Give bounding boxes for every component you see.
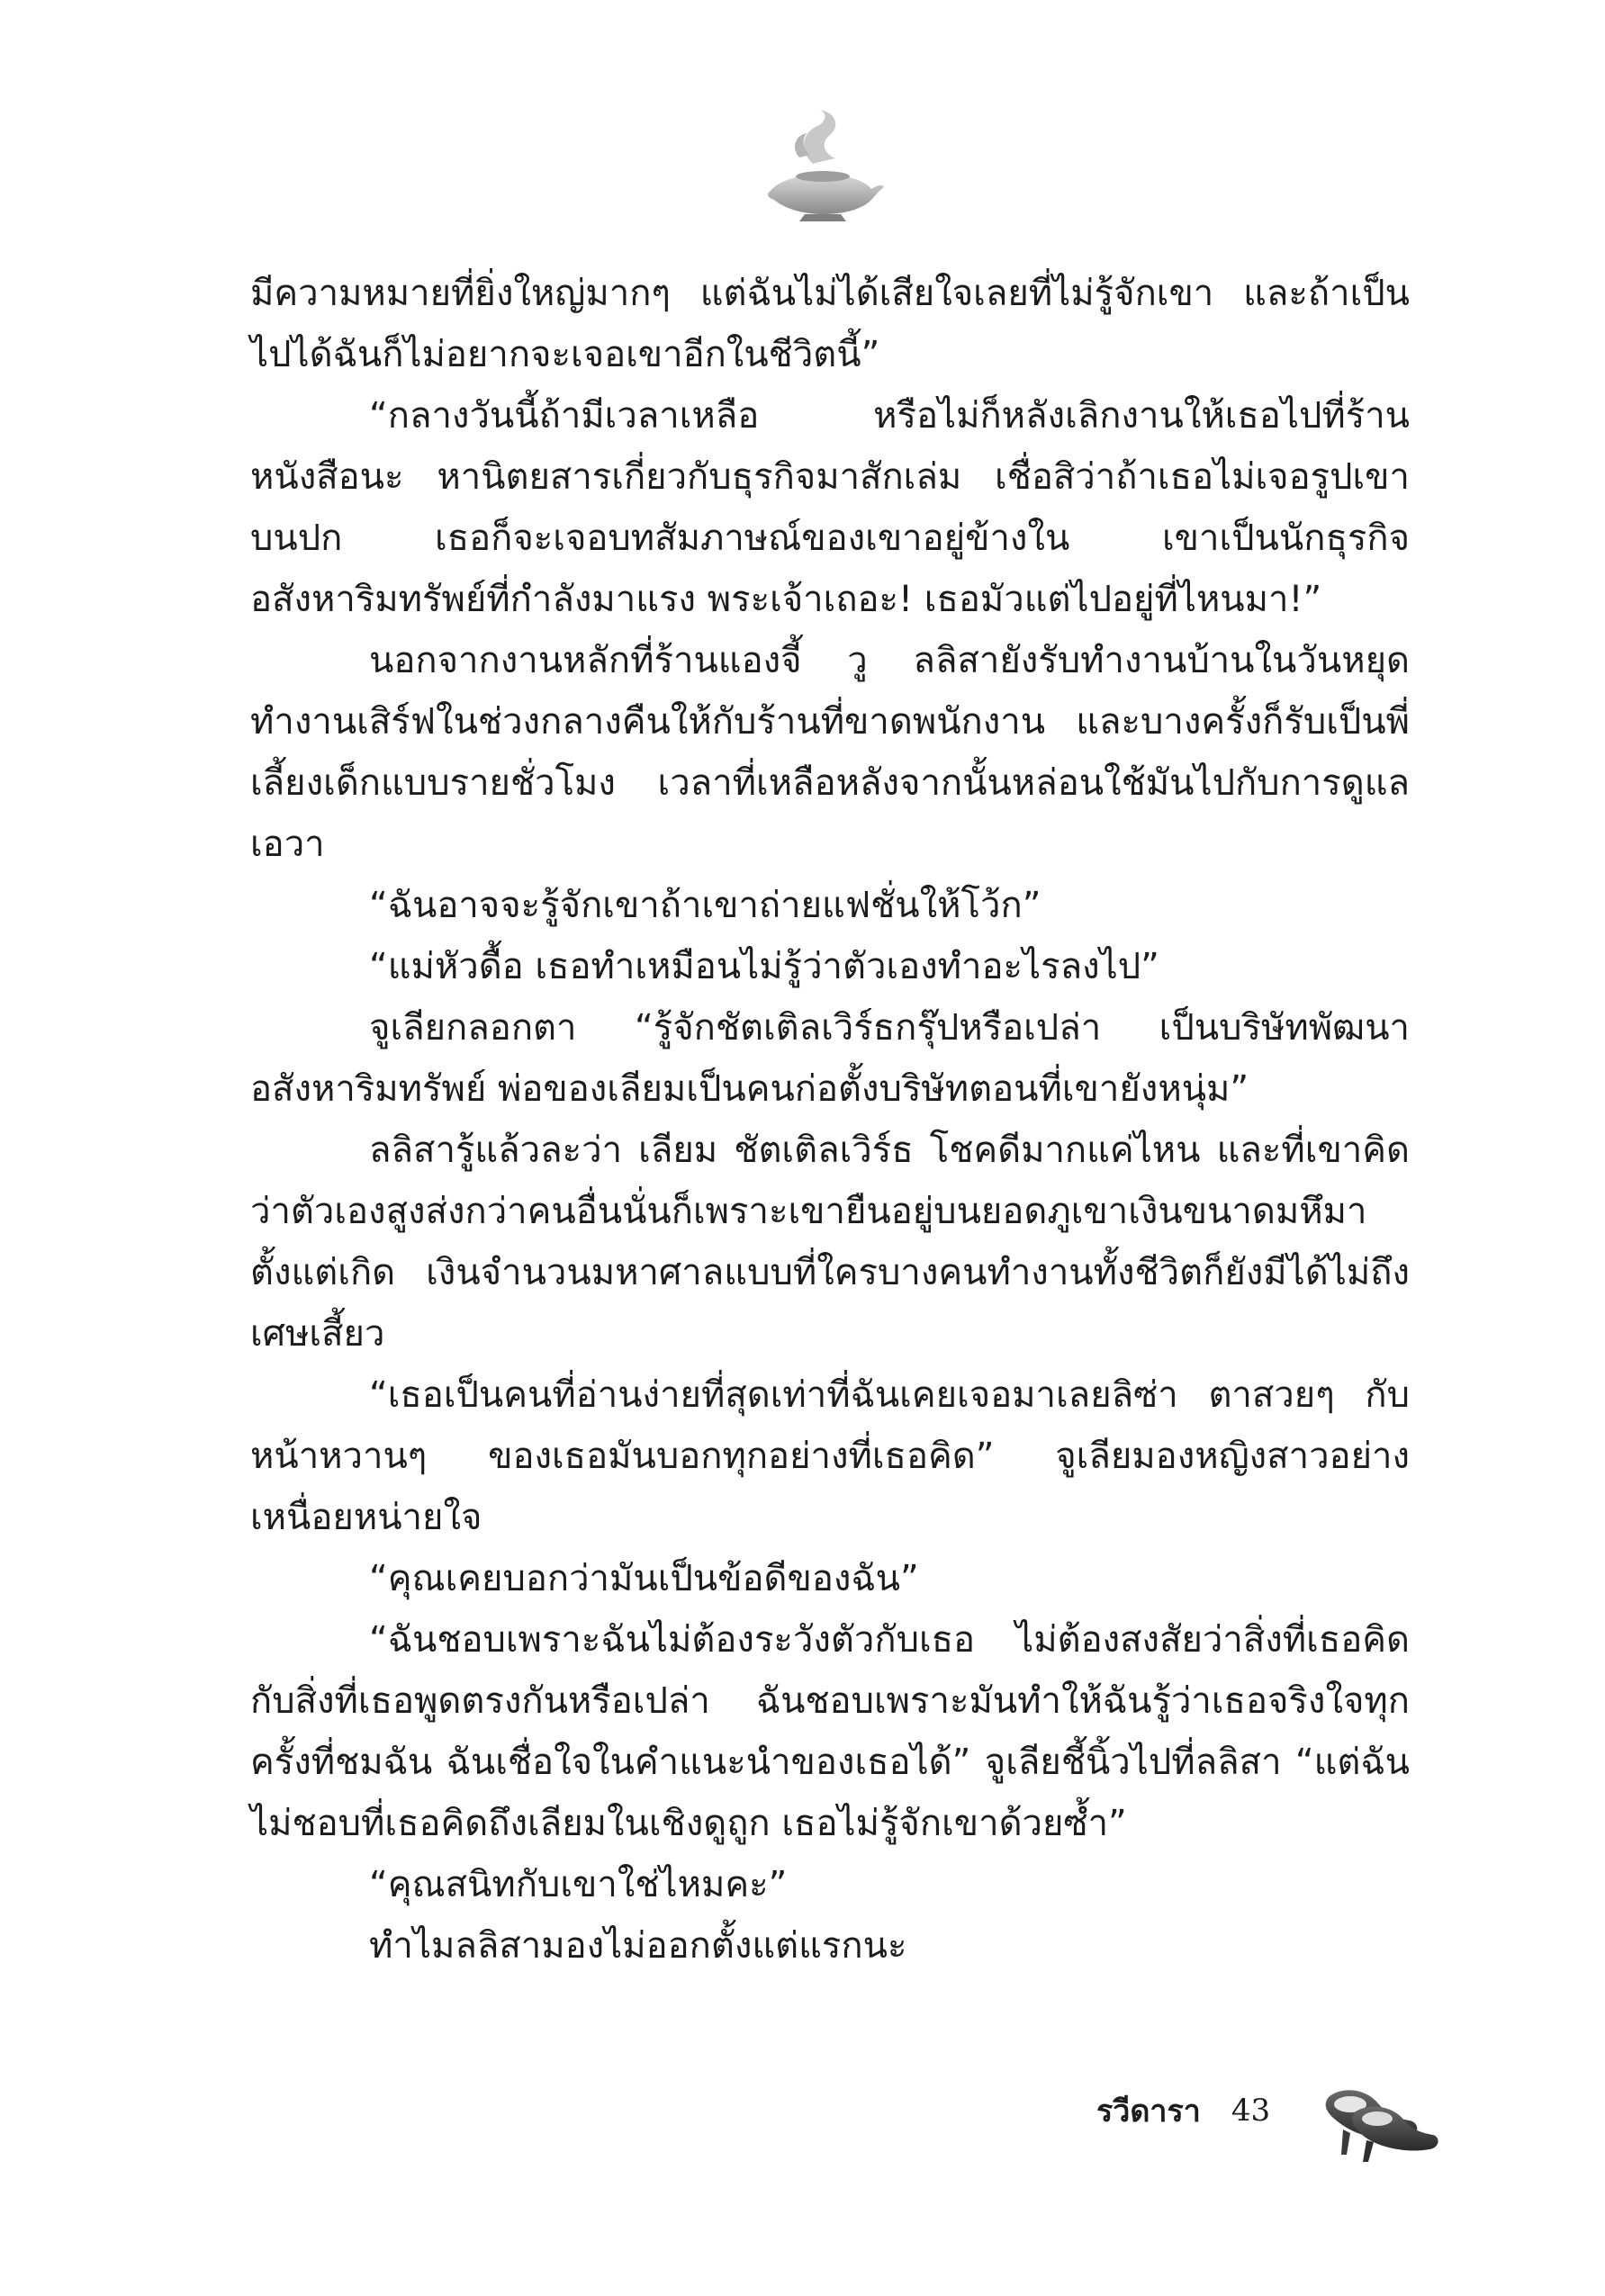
page-footer xyxy=(1096,2079,1270,2142)
paragraph: ลลิสารู้แล้วละว่า เลียม ชัตเติลเวิร์ธ โชคดีมากแค่ไหน และที่เขาคิดว่าตัวเองสูงส่งกว่าคนอื่นนั่นก็เพราะเขายืนอยู่บนยอดภูเขาเงินขนาดมหึมาตั้งแต่เกิด เงินจำนวนมหาศาลแบบที่ใครบางคนทำงานทั้งชีวิตก็ยังมีได้ไม่ถึงเศษเสี้ยว xyxy=(250,1130,1410,1355)
paragraph: “แม่หัวดื้อ เธอทำเหมือนไม่รู้ว่าตัวเองทำอะไรลงไป” xyxy=(369,946,1159,987)
paragraph: “ฉันอาจจะรู้จักเขาถ้าเขาถ่ายแฟชั่นให้โว้ก” xyxy=(369,885,1041,926)
paragraph: ทำไมลลิสามองไม่ออกตั้งแต่แรกนะ xyxy=(369,1925,907,1967)
paragraph: “กลางวันนี้ถ้ามีเวลาเหลือ หรือไม่ก็หลังเลิกงานให้เธอไปที่ร้านหนังสือนะ หานิตยสารเกี่ยวกับธุรกิจมาสักเล่ม เชื่อสิว่าถ้าเธอไม่เจอรูปเขาบนปก เธอก็จะเจอบทสัมภาษณ์ของเขาอยู่ข้างใน เขาเป็นนักธุรกิจอสังหาริมทรัพย์ที่กำลังมาแรง พระเจ้าเถอะ! เธอมัวแต่ไปอยู่ที่ไหนมา!” xyxy=(250,395,1410,620)
paragraph: จูเลียกลอกตา “รู้จักชัตเติลเวิร์ธกรุ๊ปหรือเปล่า เป็นบริษัทพัฒนาอสังหาริมทรัพย์ พ่อของเลียมเป็นคนก่อตั้งบริษัทตอนที่เขายังหนุ่ม” xyxy=(250,1007,1410,1110)
paragraph: “ฉันชอบเพราะฉันไม่ต้องระวังตัวกับเธอ ไม่ต้องสงสัยว่าสิ่งที่เธอคิดกับสิ่งที่เธอพูดตรงกันหรือเปล่า ฉันชอบเพราะมันทำให้ฉันรู้ว่าเธอจริงใจทุกครั้งที่ชมฉัน ฉันเชื่อใจในคำแนะนำของเธอได้” จูเลียชี้นิ้วไปที่ลลิสา “แต่ฉันไม่ชอบที่เธอคิดถึงเลียมในเชิงดูถูก เธอไม่รู้จักเขาด้วยซ้ำ” xyxy=(250,1619,1410,1844)
paragraph: “คุณสนิทกับเขาใช่ไหมคะ” xyxy=(369,1864,788,1905)
page-number: 43 xyxy=(1231,2093,1271,2129)
magic-lamp-icon xyxy=(763,108,885,225)
paragraph: นอกจากงานหลักที่ร้านแองจี้ วู ลลิสายังรับทำงานบ้านในวันหยุด ทำงานเสิร์ฟในช่วงกลางคืนให้กับร้านที่ขาดพนักงาน และบางครั้งก็รับเป็นพี่เลี้ยงเด็กแบบรายชั่วโมง เวลาที่เหลือหลังจากนั้นหล่อนใช้มันไปกับการดูแลเอวา xyxy=(250,640,1410,865)
paragraph: “เธอเป็นคนที่อ่านง่ายที่สุดเท่าที่ฉันเคยเจอมาเลยลิซ่า ตาสวยๆ กับหน้าหวานๆ ของเธอมันบอกทุกอย่างที่เธอคิด” จูเลียมองหญิงสาวอย่างเหนื่อยหน่ายใจ xyxy=(250,1374,1410,1538)
paragraph: มีความหมายที่ยิ่งใหญ่มากๆ แต่ฉันไม่ได้เสียใจเลยที่ไม่รู้จักเขา และถ้าเป็นไปได้ฉันก็ไม่อยากจะเจอเขาอีกในชีวิตนี้” xyxy=(250,273,1410,375)
shoes-icon xyxy=(1311,2061,1441,2165)
paragraph: “คุณเคยบอกว่ามันเป็นข้อดีของฉัน” xyxy=(369,1558,919,1599)
body-text xyxy=(250,263,1410,1976)
footer-author: รวีดารา xyxy=(1096,2093,1201,2129)
